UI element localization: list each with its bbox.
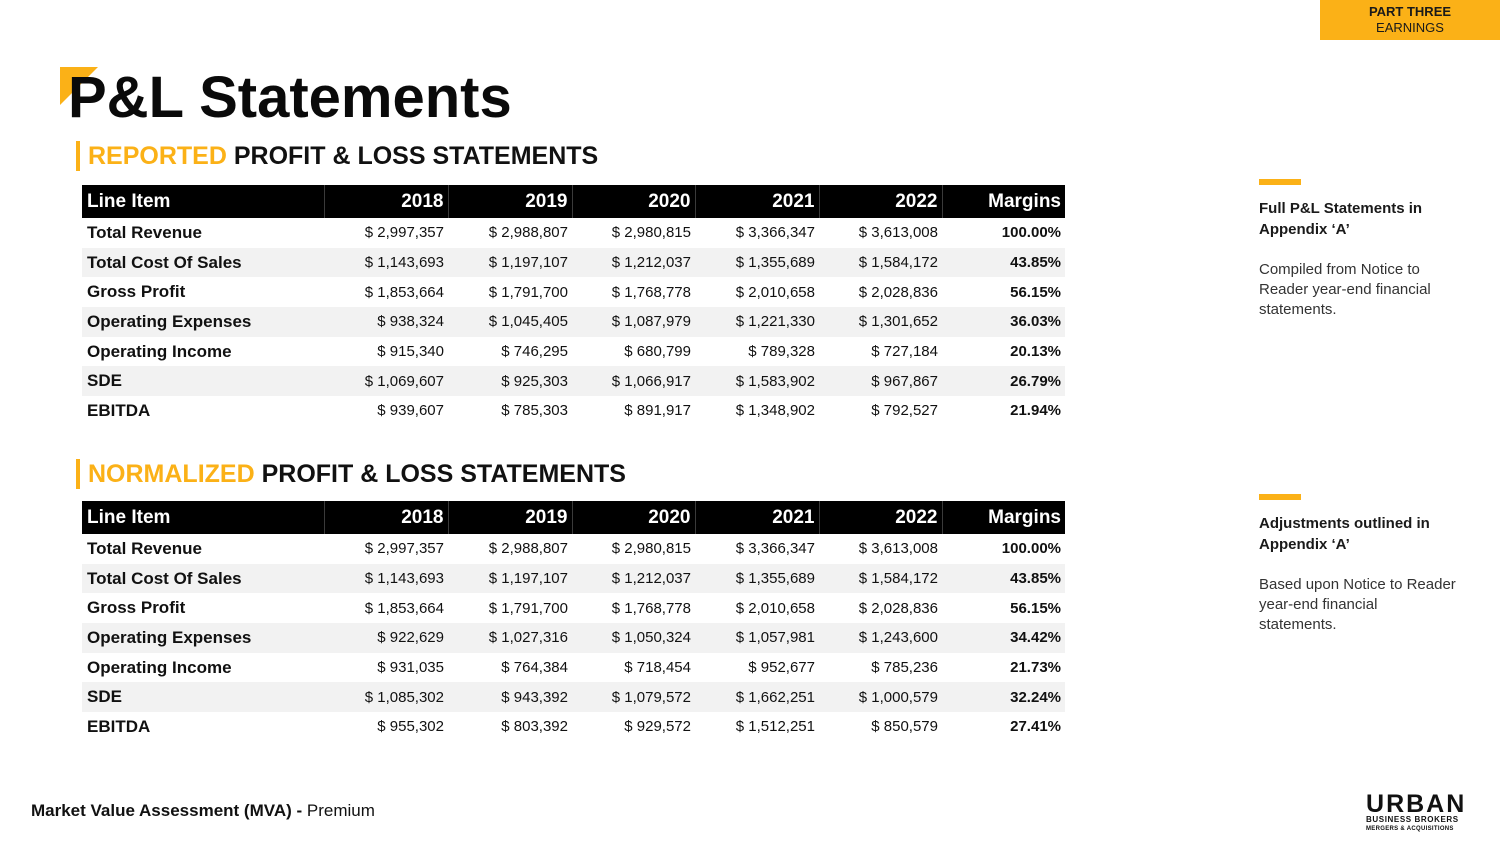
value-cell: $ 2,980,815	[611, 224, 691, 242]
value-cell: $ 785,236	[871, 659, 938, 677]
part-tab-section: EARNINGS	[1376, 20, 1444, 35]
table-row	[82, 623, 1065, 653]
column-header-2022: 2022	[819, 501, 942, 534]
row-label: Total Cost Of Sales	[82, 248, 324, 278]
value-cell: $ 1,221,330	[695, 307, 819, 337]
value-cell: $ 952,677	[748, 659, 815, 677]
reported-pl-table	[82, 185, 1065, 426]
value-cell: $ 1,768,778	[611, 599, 691, 617]
value-cell: $ 2,028,836	[858, 599, 938, 617]
part-tab	[1320, 0, 1500, 40]
table-row	[82, 218, 1065, 248]
value-cell: $ 1,853,664	[364, 283, 444, 301]
logo-subtitle: BUSINESS BROKERS	[1366, 815, 1459, 824]
value-cell: $ 1,057,981	[695, 623, 819, 653]
table-header-row	[82, 185, 1065, 218]
value-cell: $ 1,243,600	[819, 623, 942, 653]
value-cell: $ 3,366,347	[735, 540, 815, 558]
value-cell: $ 1,085,302	[324, 682, 448, 712]
value-cell: $ 1,000,579	[819, 682, 942, 712]
margin-cell: 100.00%	[1001, 224, 1061, 242]
value-cell: $ 3,613,008	[858, 540, 938, 558]
value-cell: $ 943,392	[448, 682, 572, 712]
column-header-line-item: Line Item	[82, 501, 324, 534]
table-row	[82, 337, 1065, 367]
value-cell: $ 929,572	[624, 718, 691, 736]
margin-cell: 21.94%	[1010, 402, 1061, 420]
value-cell: $ 2,028,836	[858, 283, 938, 301]
value-cell: $ 3,366,347	[735, 224, 815, 242]
normalized-heading-highlight: NORMALIZED	[88, 460, 255, 488]
value-cell: $ 803,392	[501, 718, 568, 736]
row-label: Gross Profit	[87, 282, 186, 302]
column-header-line-item: Line Item	[82, 185, 324, 218]
logo-tagline: MERGERS & ACQUISITIONS	[1366, 826, 1454, 832]
value-cell: $ 922,629	[324, 623, 448, 653]
margin-cell: 36.03%	[942, 307, 1065, 337]
note-accent-bar	[1259, 494, 1301, 500]
logo-word-part: RBAN	[1386, 790, 1467, 818]
margin-cell: 34.42%	[942, 623, 1065, 653]
row-label: EBITDA	[87, 716, 151, 736]
value-cell: $ 1,791,700	[488, 283, 568, 301]
margin-cell: 32.24%	[942, 682, 1065, 712]
footer-tier: Premium	[302, 801, 375, 820]
table-row	[82, 564, 1065, 594]
value-cell: $ 792,527	[871, 402, 938, 420]
value-cell: $ 1,512,251	[735, 718, 815, 736]
normalized-pl-table	[82, 501, 1065, 742]
footer-caption	[31, 801, 375, 821]
value-cell: $ 1,197,107	[448, 248, 572, 278]
value-cell: $ 1,197,107	[448, 564, 572, 594]
reported-heading-rest: PROFIT & LOSS STATEMENTS	[226, 142, 599, 170]
value-cell: $ 967,867	[819, 366, 942, 396]
value-cell: $ 1,853,664	[364, 599, 444, 617]
value-cell: $ 891,917	[624, 402, 691, 420]
reported-heading-highlight: REPORTED	[88, 142, 227, 170]
value-cell: $ 789,328	[748, 343, 815, 361]
note-body: Compiled from Notice to Reader year-end financial statements.	[1259, 261, 1431, 318]
value-cell: $ 1,143,693	[324, 564, 448, 594]
row-label: Gross Profit	[87, 598, 186, 618]
reported-section-heading	[76, 141, 598, 171]
value-cell: $ 718,454	[624, 659, 691, 677]
row-label: Total Revenue	[87, 538, 202, 558]
row-label: EBITDA	[87, 400, 151, 420]
value-cell: $ 1,583,902	[695, 366, 819, 396]
value-cell: $ 2,010,658	[735, 283, 815, 301]
value-cell: $ 680,799	[624, 343, 691, 361]
value-cell: $ 1,768,778	[611, 283, 691, 301]
margin-cell: 27.41%	[1010, 718, 1061, 736]
column-header-2019: 2019	[448, 185, 572, 218]
column-header-2020: 2020	[572, 185, 695, 218]
value-cell: $ 2,988,807	[488, 540, 568, 558]
value-cell: $ 938,324	[324, 307, 448, 337]
value-cell: $ 925,303	[448, 366, 572, 396]
value-cell: $ 939,607	[377, 402, 444, 420]
value-cell: $ 2,980,815	[611, 540, 691, 558]
row-label: Operating Income	[87, 657, 232, 677]
value-cell: $ 1,143,693	[324, 248, 448, 278]
normalized-side-note	[1259, 494, 1459, 635]
footer-title: Market Value Assessment (MVA) -	[31, 801, 303, 820]
column-header-2019: 2019	[448, 501, 572, 534]
note-heading: Adjustments outlined in Appendix ‘A’	[1259, 515, 1430, 553]
row-label: Operating Expenses	[82, 307, 324, 337]
table-row	[82, 366, 1065, 396]
company-logo	[1366, 790, 1474, 833]
value-cell: $ 1,301,652	[819, 307, 942, 337]
table-row	[82, 307, 1065, 337]
column-header-2018: 2018	[324, 501, 448, 534]
column-header-2021: 2021	[695, 501, 819, 534]
value-cell: $ 2,010,658	[735, 599, 815, 617]
note-body: Based upon Notice to Reader year-end financial statements.	[1259, 576, 1456, 633]
margin-cell: 100.00%	[1001, 540, 1061, 558]
value-cell: $ 1,355,689	[695, 564, 819, 594]
value-cell: $ 955,302	[377, 718, 444, 736]
table-row	[82, 396, 1065, 426]
column-header-2021: 2021	[695, 185, 819, 218]
part-tab-label: PART THREE	[1368, 4, 1452, 19]
value-cell: $ 850,579	[871, 718, 938, 736]
value-cell: $ 1,079,572	[572, 682, 695, 712]
value-cell: $ 1,069,607	[324, 366, 448, 396]
column-header-2022: 2022	[819, 185, 942, 218]
margin-cell: 43.85%	[942, 564, 1065, 594]
logo-word-part: U	[1366, 790, 1387, 818]
value-cell: $ 785,303	[501, 402, 568, 420]
table-row	[82, 682, 1065, 712]
margin-cell: 21.73%	[1010, 659, 1061, 677]
value-cell: $ 1,212,037	[572, 248, 695, 278]
margin-cell: 56.15%	[1010, 599, 1061, 617]
value-cell: $ 2,988,807	[488, 224, 568, 242]
table-row	[82, 712, 1065, 742]
value-cell: $ 746,295	[501, 343, 568, 361]
margin-cell: 20.13%	[1010, 343, 1061, 361]
row-label: Total Cost Of Sales	[82, 564, 324, 594]
row-label: Total Revenue	[87, 222, 202, 242]
value-cell: $ 1,791,700	[488, 599, 568, 617]
value-cell: $ 1,087,979	[572, 307, 695, 337]
value-cell: $ 1,045,405	[448, 307, 572, 337]
normalized-section-heading	[76, 459, 626, 489]
column-header-2020: 2020	[572, 501, 695, 534]
reported-side-note	[1259, 179, 1459, 320]
value-cell: $ 3,613,008	[858, 224, 938, 242]
table-row	[82, 593, 1065, 623]
row-label: SDE	[82, 682, 324, 712]
value-cell: $ 1,348,902	[735, 402, 815, 420]
table-row	[82, 534, 1065, 564]
row-label: Operating Expenses	[82, 623, 324, 653]
value-cell: $ 764,384	[501, 659, 568, 677]
value-cell: $ 2,997,357	[364, 540, 444, 558]
margin-cell: 43.85%	[942, 248, 1065, 278]
value-cell: $ 1,027,316	[448, 623, 572, 653]
column-header-2018: 2018	[324, 185, 448, 218]
margin-cell: 56.15%	[1010, 283, 1061, 301]
value-cell: $ 727,184	[871, 343, 938, 361]
value-cell: $ 1,584,172	[819, 248, 942, 278]
note-accent-bar	[1259, 179, 1301, 185]
column-header-margins: Margins	[942, 185, 1065, 218]
row-label: SDE	[82, 366, 324, 396]
value-cell: $ 1,584,172	[819, 564, 942, 594]
value-cell: $ 1,212,037	[572, 564, 695, 594]
table-row	[82, 277, 1065, 307]
column-header-margins: Margins	[942, 501, 1065, 534]
value-cell: $ 1,050,324	[572, 623, 695, 653]
table-header-row	[82, 501, 1065, 534]
margin-cell: 26.79%	[942, 366, 1065, 396]
table-row	[82, 653, 1065, 683]
value-cell: $ 2,997,357	[364, 224, 444, 242]
value-cell: $ 1,066,917	[572, 366, 695, 396]
normalized-heading-rest: PROFIT & LOSS STATEMENTS	[254, 460, 626, 488]
page-title: P&L Statements	[68, 65, 512, 130]
value-cell: $ 915,340	[377, 343, 444, 361]
table-row	[82, 248, 1065, 278]
note-heading: Full P&L Statements in Appendix ‘A’	[1259, 200, 1423, 238]
row-label: Operating Income	[87, 341, 232, 361]
value-cell: $ 931,035	[377, 659, 444, 677]
value-cell: $ 1,355,689	[695, 248, 819, 278]
logo-wordmark	[1366, 790, 1474, 818]
value-cell: $ 1,662,251	[695, 682, 819, 712]
